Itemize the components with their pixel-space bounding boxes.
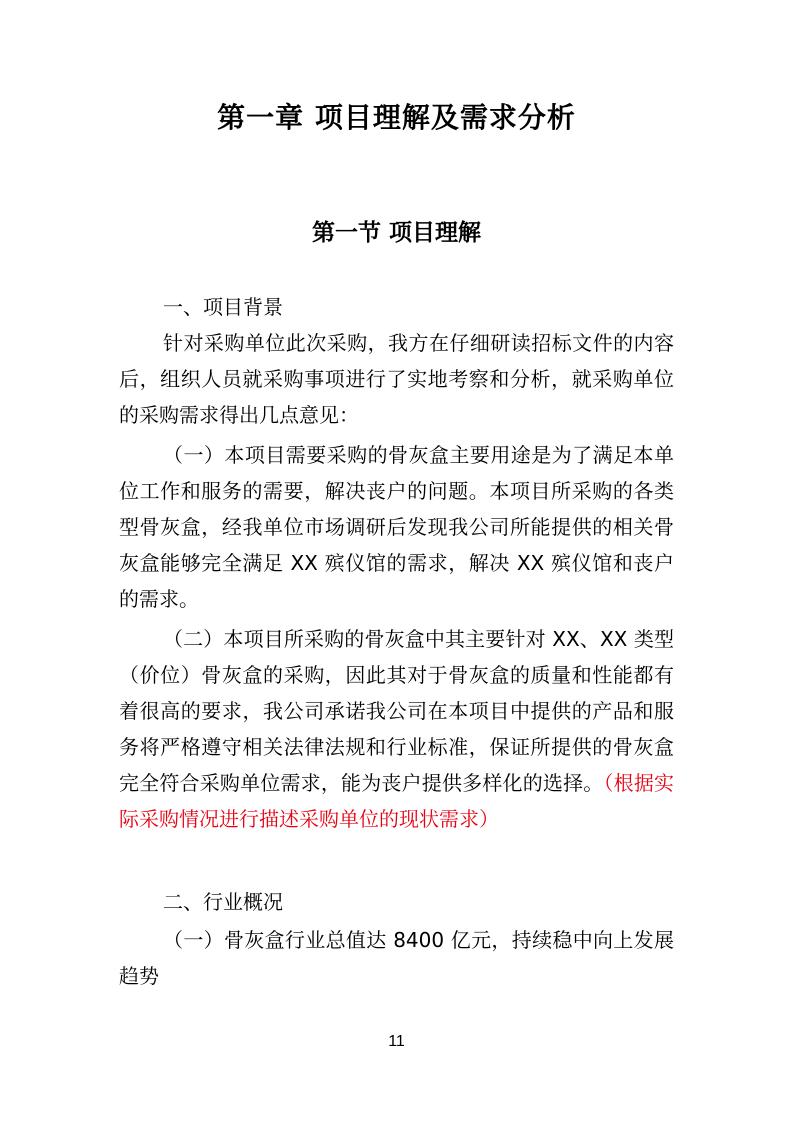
paragraph-item-two-text: （二）本项目所采购的骨灰盒中其主要针对 XX、XX 类型（价位）骨灰盒的采购，因此其对于骨灰盒的质量和性能都有着很高的要求，我公司承诺我公司在本项目中提供的产品和服务将严格遵守相关法律法规和行业标准，保证所提供的骨灰盒完全符合采购单位需求，能为丧户提供多样化的选择。 bbox=[119, 627, 674, 795]
page-number: 11 bbox=[388, 1033, 405, 1050]
subheading-project-background: 一、项目背景 bbox=[163, 295, 283, 319]
chapter-title: 第一章 项目理解及需求分析 bbox=[217, 101, 576, 134]
paragraph-item-two bbox=[119, 621, 674, 837]
paragraph-item-one: （一）本项目需要采购的骨灰盒主要用途是为了满足本单位工作和服务的需要，解决丧户的问题。本项目所采购的各类型骨灰盒，经我单位市场调研后发现我公司所能提供的相关骨灰盒能够完全满足 XX 殡仪馆的需求，解决 XX 殡仪馆和丧户的需求。 bbox=[119, 443, 674, 611]
section-title: 第一节 项目理解 bbox=[311, 220, 481, 246]
paragraph-industry-value: （一）骨灰盒行业总值达 8400 亿元，持续稳中向上发展趋势 bbox=[119, 928, 674, 988]
red-editorial-note: （根据实际采购情况进行描述采购单位的现状需求） bbox=[119, 771, 675, 831]
subheading-industry-overview: 二、行业概况 bbox=[163, 890, 283, 914]
paragraph-intro: 针对采购单位此次采购，我方在仔细研读招标文件的内容后，组织人员就采购事项进行了实地考察和分析，就采购单位的采购需求得出几点意见： bbox=[119, 331, 674, 427]
